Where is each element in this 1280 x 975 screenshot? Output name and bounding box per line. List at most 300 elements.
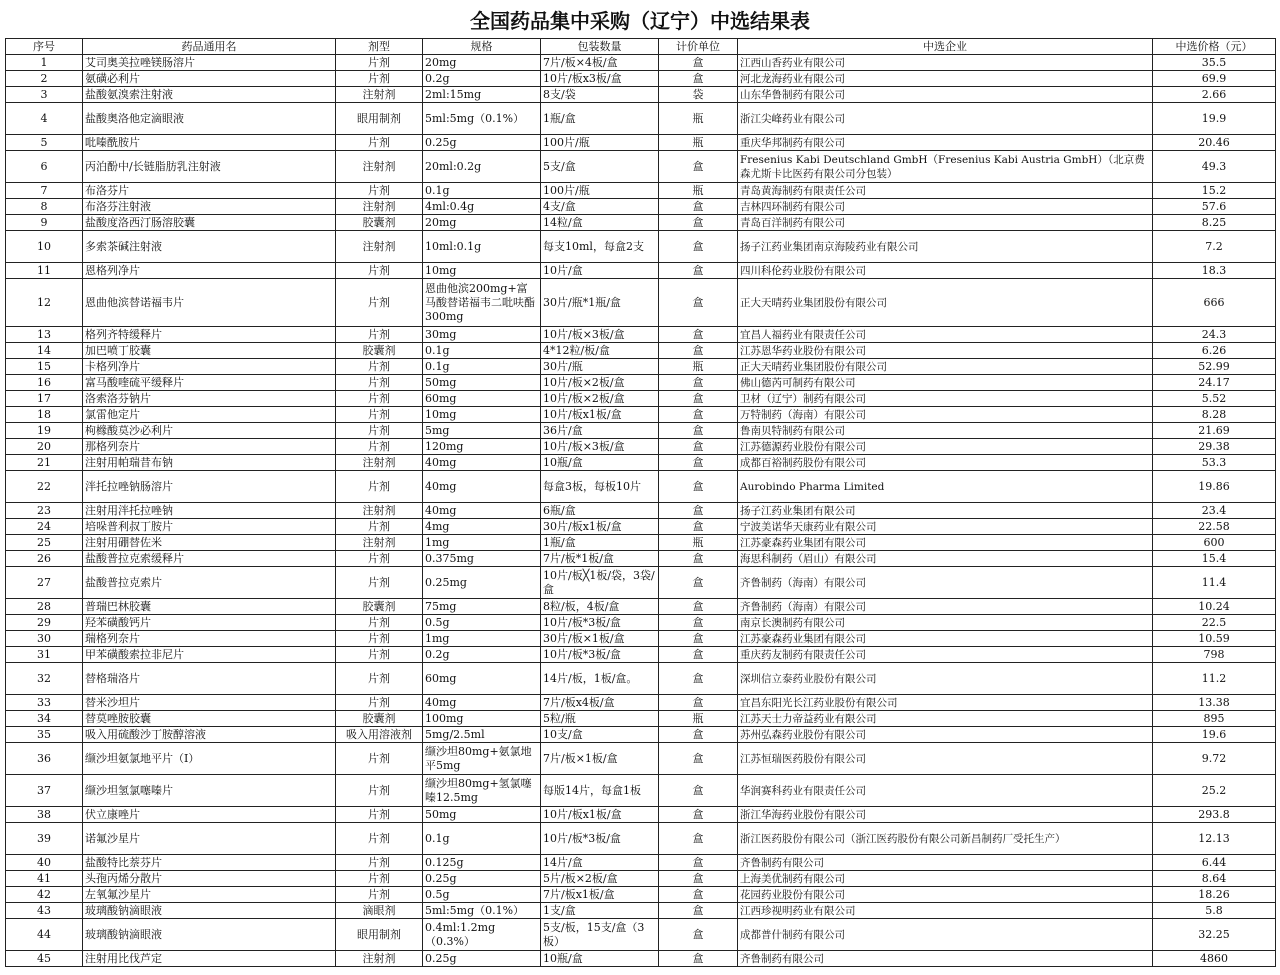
cell-row-number: 35: [6, 727, 83, 743]
cell-package: 10支/盒: [541, 727, 659, 743]
cell-package: 10片/板x1板/盒: [541, 407, 659, 423]
cell-drug-name: 格列齐特缓释片: [83, 327, 336, 343]
table-row: [6, 631, 1276, 647]
cell-pricing-unit: 盒: [659, 199, 738, 215]
cell-pricing-unit: 盒: [659, 871, 738, 887]
cell-dosage-form: 胶囊剂: [336, 215, 423, 231]
cell-price: 32.25: [1153, 919, 1276, 951]
table-row: [6, 663, 1276, 695]
cell-dosage-form: 注射剂: [336, 503, 423, 519]
cell-dosage-form: 滴眼剂: [336, 903, 423, 919]
cell-row-number: 7: [6, 183, 83, 199]
cell-dosage-form: 片剂: [336, 71, 423, 87]
cell-price: 18.3: [1153, 263, 1276, 279]
cell-row-number: 12: [6, 279, 83, 327]
cell-spec: 20ml:0.2g: [423, 151, 541, 183]
cell-package: 14片/板，1板/盒。: [541, 663, 659, 695]
header-price: 中选价格（元）: [1153, 39, 1276, 55]
cell-spec: 5ml:5mg（0.1%）: [423, 903, 541, 919]
cell-spec: 10ml:0.1g: [423, 231, 541, 263]
cell-spec: 0.25g: [423, 135, 541, 151]
cell-company: 上海美优制药有限公司: [738, 871, 1153, 887]
cell-company: 佛山德芮可制药有限公司: [738, 375, 1153, 391]
cell-row-number: 22: [6, 471, 83, 503]
table-row: [6, 535, 1276, 551]
cell-spec: 0.2g: [423, 647, 541, 663]
cell-dosage-form: 片剂: [336, 327, 423, 343]
cell-company: 南京长澳制药有限公司: [738, 615, 1153, 631]
cell-dosage-form: 片剂: [336, 743, 423, 775]
cell-spec: 5ml:5mg（0.1%）: [423, 103, 541, 135]
cell-company: 江苏恒瑞医药股份有限公司: [738, 743, 1153, 775]
table-row: [6, 359, 1276, 375]
cell-price: 2.66: [1153, 87, 1276, 103]
cell-spec: 60mg: [423, 663, 541, 695]
cell-row-number: 25: [6, 535, 83, 551]
cell-row-number: 20: [6, 439, 83, 455]
cell-row-number: 24: [6, 519, 83, 535]
cell-company: 宜昌人福药业有限责任公司: [738, 327, 1153, 343]
cell-price: 11.2: [1153, 663, 1276, 695]
cell-price: 49.3: [1153, 151, 1276, 183]
cell-drug-name: 左氧氟沙星片: [83, 887, 336, 903]
table-row: [6, 855, 1276, 871]
table-row: [6, 183, 1276, 199]
cell-row-number: 32: [6, 663, 83, 695]
cell-pricing-unit: 瓶: [659, 183, 738, 199]
table-row: [6, 231, 1276, 263]
cell-pricing-unit: 盒: [659, 151, 738, 183]
cell-price: 19.6: [1153, 727, 1276, 743]
cell-price: 11.4: [1153, 567, 1276, 599]
cell-drug-name: 艾司奥美拉唑镁肠溶片: [83, 55, 336, 71]
cell-spec: 5mg/2.5ml: [423, 727, 541, 743]
cell-row-number: 34: [6, 711, 83, 727]
cell-drug-name: 吡嗪酰胺片: [83, 135, 336, 151]
cell-package: 14片/盒: [541, 855, 659, 871]
header-no: 序号: [6, 39, 83, 55]
cell-spec: 0.4ml:1.2mg（0.3%）: [423, 919, 541, 951]
cell-package: 10片/板×2板/盒: [541, 391, 659, 407]
cell-dosage-form: 片剂: [336, 375, 423, 391]
cell-dosage-form: 片剂: [336, 551, 423, 567]
cell-dosage-form: 胶囊剂: [336, 343, 423, 359]
cell-drug-name: 盐酸氨溴索注射液: [83, 87, 336, 103]
cell-dosage-form: 片剂: [336, 423, 423, 439]
cell-pricing-unit: 瓶: [659, 711, 738, 727]
cell-drug-name: 吸入用硫酸沙丁胺醇溶液: [83, 727, 336, 743]
table-row: [6, 391, 1276, 407]
cell-company: 深圳信立泰药业股份有限公司: [738, 663, 1153, 695]
cell-company: 齐鲁制药（海南）有限公司: [738, 567, 1153, 599]
cell-row-number: 19: [6, 423, 83, 439]
table-row: [6, 919, 1276, 951]
cell-spec: 100mg: [423, 711, 541, 727]
cell-company: 齐鲁制药有限公司: [738, 951, 1153, 967]
cell-pricing-unit: 盒: [659, 455, 738, 471]
cell-spec: 0.1g: [423, 823, 541, 855]
cell-spec: 1mg: [423, 631, 541, 647]
cell-spec: 50mg: [423, 807, 541, 823]
cell-package: 100片/瓶: [541, 135, 659, 151]
cell-price: 15.4: [1153, 551, 1276, 567]
page-title: 全国药品集中采购（辽宁）中选结果表: [470, 9, 810, 33]
cell-dosage-form: 片剂: [336, 647, 423, 663]
cell-spec: 0.25g: [423, 951, 541, 967]
cell-price: 293.8: [1153, 807, 1276, 823]
cell-package: 10片/板×3板/盒: [541, 439, 659, 455]
cell-spec: 0.5g: [423, 887, 541, 903]
cell-drug-name: 盐酸普拉克索片: [83, 567, 336, 599]
table-row: [6, 807, 1276, 823]
table-row: [6, 151, 1276, 183]
cell-price: 22.58: [1153, 519, 1276, 535]
table-row: [6, 135, 1276, 151]
cell-price: 57.6: [1153, 199, 1276, 215]
cell-spec: 120mg: [423, 439, 541, 455]
cell-company: 青岛黄海制药有限责任公司: [738, 183, 1153, 199]
cell-price: 25.2: [1153, 775, 1276, 807]
cell-drug-name: 头孢丙烯分散片: [83, 871, 336, 887]
cell-row-number: 8: [6, 199, 83, 215]
cell-spec: 缬沙坦80mg+氢氯噻嗪12.5mg: [423, 775, 541, 807]
cell-pricing-unit: 盒: [659, 407, 738, 423]
cell-price: 8.25: [1153, 215, 1276, 231]
cell-drug-name: 注射用硼替佐米: [83, 535, 336, 551]
table-row: [6, 647, 1276, 663]
cell-drug-name: 缬沙坦氨氯地平片（I）: [83, 743, 336, 775]
table-row: [6, 279, 1276, 327]
cell-pricing-unit: 盒: [659, 439, 738, 455]
cell-company: Aurobindo Pharma Limited: [738, 471, 1153, 503]
cell-dosage-form: 片剂: [336, 855, 423, 871]
cell-pricing-unit: 盒: [659, 231, 738, 263]
cell-price: 666: [1153, 279, 1276, 327]
cell-dosage-form: 注射剂: [336, 151, 423, 183]
cell-spec: 2ml:15mg: [423, 87, 541, 103]
cell-dosage-form: 片剂: [336, 887, 423, 903]
cell-package: 30片/板x1板/盒: [541, 519, 659, 535]
cell-dosage-form: 胶囊剂: [336, 599, 423, 615]
cell-package: 10片/板*3板/盒: [541, 823, 659, 855]
cell-drug-name: 盐酸特比萘芬片: [83, 855, 336, 871]
table-row: [6, 951, 1276, 967]
cell-price: 10.24: [1153, 599, 1276, 615]
cell-drug-name: 玻璃酸钠滴眼液: [83, 903, 336, 919]
cell-row-number: 42: [6, 887, 83, 903]
cell-drug-name: 注射用泮托拉唑钠: [83, 503, 336, 519]
cell-dosage-form: 注射剂: [336, 951, 423, 967]
cell-company: 扬子江药业集团有限公司: [738, 503, 1153, 519]
cell-pricing-unit: 盒: [659, 71, 738, 87]
table-row: [6, 823, 1276, 855]
cell-drug-name: 那格列奈片: [83, 439, 336, 455]
cell-dosage-form: 片剂: [336, 183, 423, 199]
cell-drug-name: 伏立康唑片: [83, 807, 336, 823]
cell-package: 10瓶/盒: [541, 455, 659, 471]
cell-row-number: 27: [6, 567, 83, 599]
cell-package: 36片/盒: [541, 423, 659, 439]
cell-package: 每支10ml，每盒2支: [541, 231, 659, 263]
cell-drug-name: 卡格列净片: [83, 359, 336, 375]
cell-spec: 40mg: [423, 455, 541, 471]
cell-price: 8.28: [1153, 407, 1276, 423]
cell-price: 8.64: [1153, 871, 1276, 887]
cell-dosage-form: 片剂: [336, 631, 423, 647]
cell-price: 69.9: [1153, 71, 1276, 87]
table-row: [6, 567, 1276, 599]
cell-spec: 20mg: [423, 215, 541, 231]
cell-drug-name: 加巴喷丁胶囊: [83, 343, 336, 359]
cell-package: 每版14片，每盒1板: [541, 775, 659, 807]
table-row: [6, 439, 1276, 455]
cell-package: 8粒/板，4板/盒: [541, 599, 659, 615]
cell-row-number: 44: [6, 919, 83, 951]
cell-package: 8支/袋: [541, 87, 659, 103]
table-row: [6, 695, 1276, 711]
cell-drug-name: 甲苯磺酸索拉非尼片: [83, 647, 336, 663]
cell-package: 7片/板*1板/盒: [541, 551, 659, 567]
cell-dosage-form: 片剂: [336, 615, 423, 631]
cell-price: 22.5: [1153, 615, 1276, 631]
cell-pricing-unit: 盒: [659, 519, 738, 535]
cell-package: 6瓶/盒: [541, 503, 659, 519]
cell-dosage-form: 片剂: [336, 359, 423, 375]
cell-row-number: 36: [6, 743, 83, 775]
cell-spec: 10mg: [423, 263, 541, 279]
cell-company: Fresenius Kabi Deutschland GmbH（Fresenius Kabi Austria GmbH）（北京费森尤斯卡比医药有限公司分包装）: [738, 151, 1153, 183]
cell-drug-name: 注射用帕瑞昔布钠: [83, 455, 336, 471]
cell-pricing-unit: 盒: [659, 567, 738, 599]
cell-package: 10片/板x3板/盒: [541, 71, 659, 87]
cell-spec: 40mg: [423, 471, 541, 503]
cell-row-number: 13: [6, 327, 83, 343]
cell-company: 四川科伦药业股份有限公司: [738, 263, 1153, 279]
cell-dosage-form: 片剂: [336, 807, 423, 823]
cell-spec: 0.1g: [423, 343, 541, 359]
cell-package: 30片/瓶: [541, 359, 659, 375]
cell-spec: 0.125g: [423, 855, 541, 871]
cell-drug-name: 泮托拉唑钠肠溶片: [83, 471, 336, 503]
table-row: [6, 375, 1276, 391]
cell-dosage-form: 片剂: [336, 135, 423, 151]
cell-company: 卫材（辽宁）制药有限公司: [738, 391, 1153, 407]
cell-package: 7片/板×4板/盒: [541, 55, 659, 71]
cell-row-number: 1: [6, 55, 83, 71]
cell-row-number: 41: [6, 871, 83, 887]
cell-dosage-form: 片剂: [336, 663, 423, 695]
cell-package: 30片/板×1板/盒: [541, 631, 659, 647]
table-row: [6, 503, 1276, 519]
cell-pricing-unit: 盒: [659, 391, 738, 407]
cell-pricing-unit: 瓶: [659, 359, 738, 375]
cell-drug-name: 氯雷他定片: [83, 407, 336, 423]
cell-row-number: 43: [6, 903, 83, 919]
cell-price: 24.17: [1153, 375, 1276, 391]
cell-pricing-unit: 盒: [659, 55, 738, 71]
cell-package: 14粒/盒: [541, 215, 659, 231]
header-unit: 计价单位: [659, 39, 738, 55]
cell-drug-name: 玻璃酸钠滴眼液: [83, 919, 336, 951]
cell-company: 扬子江药业集团南京海陵药业有限公司: [738, 231, 1153, 263]
cell-row-number: 17: [6, 391, 83, 407]
cell-dosage-form: 片剂: [336, 471, 423, 503]
cell-company: 江苏恩华药业股份有限公司: [738, 343, 1153, 359]
cell-row-number: 15: [6, 359, 83, 375]
header-spec: 规格: [423, 39, 541, 55]
cell-dosage-form: 注射剂: [336, 87, 423, 103]
cell-row-number: 5: [6, 135, 83, 151]
cell-dosage-form: 片剂: [336, 407, 423, 423]
cell-drug-name: 盐酸度洛西汀肠溶胶囊: [83, 215, 336, 231]
cell-package: 7片/板x1板/盒: [541, 887, 659, 903]
cell-pricing-unit: 盒: [659, 343, 738, 359]
cell-company: 浙江医药股份有限公司（浙江医药股份有限公司新昌制药厂受托生产）: [738, 823, 1153, 855]
cell-spec: 4mg: [423, 519, 541, 535]
table-row: [6, 87, 1276, 103]
cell-pricing-unit: 袋: [659, 87, 738, 103]
cell-dosage-form: 片剂: [336, 695, 423, 711]
cell-package: 5片/板×2板/盒: [541, 871, 659, 887]
cell-pricing-unit: 盒: [659, 599, 738, 615]
cell-pricing-unit: 瓶: [659, 535, 738, 551]
cell-row-number: 37: [6, 775, 83, 807]
cell-price: 19.86: [1153, 471, 1276, 503]
cell-company: 万特制药（海南）有限公司: [738, 407, 1153, 423]
cell-company: 浙江尖峰药业有限公司: [738, 103, 1153, 135]
cell-package: 10片/板╳1板/袋，3袋/盒: [541, 567, 659, 599]
table-row: [6, 615, 1276, 631]
table-row: [6, 327, 1276, 343]
cell-pricing-unit: 盒: [659, 855, 738, 871]
cell-dosage-form: 注射剂: [336, 455, 423, 471]
cell-price: 23.4: [1153, 503, 1276, 519]
cell-row-number: 28: [6, 599, 83, 615]
cell-price: 895: [1153, 711, 1276, 727]
cell-company: 宁波美诺华天康药业有限公司: [738, 519, 1153, 535]
cell-company: 华润赛科药业有限责任公司: [738, 775, 1153, 807]
cell-row-number: 30: [6, 631, 83, 647]
cell-drug-name: 替格瑞洛片: [83, 663, 336, 695]
cell-price: 52.99: [1153, 359, 1276, 375]
table-row: [6, 743, 1276, 775]
cell-price: 7.2: [1153, 231, 1276, 263]
results-table: [5, 38, 1276, 967]
table-row: [6, 103, 1276, 135]
cell-spec: 缬沙坦80mg+氨氯地平5mg: [423, 743, 541, 775]
cell-spec: 4ml:0.4g: [423, 199, 541, 215]
cell-pricing-unit: 盒: [659, 423, 738, 439]
cell-spec: 50mg: [423, 375, 541, 391]
cell-pricing-unit: 盒: [659, 743, 738, 775]
table-row: [6, 407, 1276, 423]
cell-row-number: 2: [6, 71, 83, 87]
cell-price: 6.26: [1153, 343, 1276, 359]
cell-price: 29.38: [1153, 439, 1276, 455]
cell-row-number: 23: [6, 503, 83, 519]
cell-pricing-unit: 盒: [659, 823, 738, 855]
cell-row-number: 29: [6, 615, 83, 631]
cell-pricing-unit: 盒: [659, 551, 738, 567]
header-package: 包装数量: [541, 39, 659, 55]
cell-drug-name: 恩格列净片: [83, 263, 336, 279]
cell-drug-name: 富马酸喹硫平缓释片: [83, 375, 336, 391]
cell-package: 10片/盒: [541, 263, 659, 279]
cell-drug-name: 枸橼酸莫沙必利片: [83, 423, 336, 439]
cell-drug-name: 丙泊酚中/长链脂肪乳注射液: [83, 151, 336, 183]
cell-dosage-form: 注射剂: [336, 535, 423, 551]
cell-pricing-unit: 瓶: [659, 135, 738, 151]
cell-pricing-unit: 盒: [659, 263, 738, 279]
cell-spec: 0.375mg: [423, 551, 541, 567]
cell-spec: 0.1g: [423, 359, 541, 375]
table-row: [6, 343, 1276, 359]
cell-drug-name: 羟苯磺酸钙片: [83, 615, 336, 631]
cell-company: 江西山香药业有限公司: [738, 55, 1153, 71]
table-row: [6, 199, 1276, 215]
cell-package: 1瓶/盒: [541, 103, 659, 135]
cell-price: 19.9: [1153, 103, 1276, 135]
table-row: [6, 55, 1276, 71]
cell-row-number: 21: [6, 455, 83, 471]
cell-package: 1支/盒: [541, 903, 659, 919]
header-drug-name: 药品通用名: [83, 39, 336, 55]
cell-dosage-form: 吸入用溶液剂: [336, 727, 423, 743]
cell-package: 4支/盒: [541, 199, 659, 215]
cell-row-number: 18: [6, 407, 83, 423]
cell-company: 鲁南贝特制药有限公司: [738, 423, 1153, 439]
cell-package: 4*12粒/板/盒: [541, 343, 659, 359]
cell-dosage-form: 胶囊剂: [336, 711, 423, 727]
cell-company: 重庆华邦制药有限公司: [738, 135, 1153, 151]
cell-price: 5.8: [1153, 903, 1276, 919]
cell-package: 10片/板×2板/盒: [541, 375, 659, 391]
cell-row-number: 31: [6, 647, 83, 663]
table-row: [6, 887, 1276, 903]
cell-drug-name: 氨磺必利片: [83, 71, 336, 87]
cell-company: 正大天晴药业集团股份有限公司: [738, 359, 1153, 375]
cell-package: 30片/瓶*1瓶/盒: [541, 279, 659, 327]
cell-spec: 30mg: [423, 327, 541, 343]
cell-drug-name: 注射用比伐芦定: [83, 951, 336, 967]
cell-drug-name: 布洛芬注射液: [83, 199, 336, 215]
cell-drug-name: 盐酸普拉克索缓释片: [83, 551, 336, 567]
cell-package: 10片/板×3板/盒: [541, 327, 659, 343]
cell-company: 苏州弘森药业股份有限公司: [738, 727, 1153, 743]
cell-company: 山东华鲁制药有限公司: [738, 87, 1153, 103]
cell-pricing-unit: 盒: [659, 807, 738, 823]
cell-spec: 1mg: [423, 535, 541, 551]
table-row: [6, 599, 1276, 615]
cell-package: 100片/瓶: [541, 183, 659, 199]
cell-dosage-form: 片剂: [336, 823, 423, 855]
table-row: [6, 903, 1276, 919]
cell-company: 江苏天士力帝益药业有限公司: [738, 711, 1153, 727]
cell-pricing-unit: 盒: [659, 215, 738, 231]
table-row: [6, 455, 1276, 471]
cell-price: 15.2: [1153, 183, 1276, 199]
cell-company: 海思科制药（眉山）有限公司: [738, 551, 1153, 567]
cell-pricing-unit: 盒: [659, 375, 738, 391]
cell-company: 吉林四环制药有限公司: [738, 199, 1153, 215]
cell-price: 4860: [1153, 951, 1276, 967]
cell-row-number: 40: [6, 855, 83, 871]
cell-row-number: 26: [6, 551, 83, 567]
cell-dosage-form: 片剂: [336, 279, 423, 327]
cell-company: 正大天晴药业集团股份有限公司: [738, 279, 1153, 327]
cell-spec: 40mg: [423, 503, 541, 519]
cell-price: 24.3: [1153, 327, 1276, 343]
